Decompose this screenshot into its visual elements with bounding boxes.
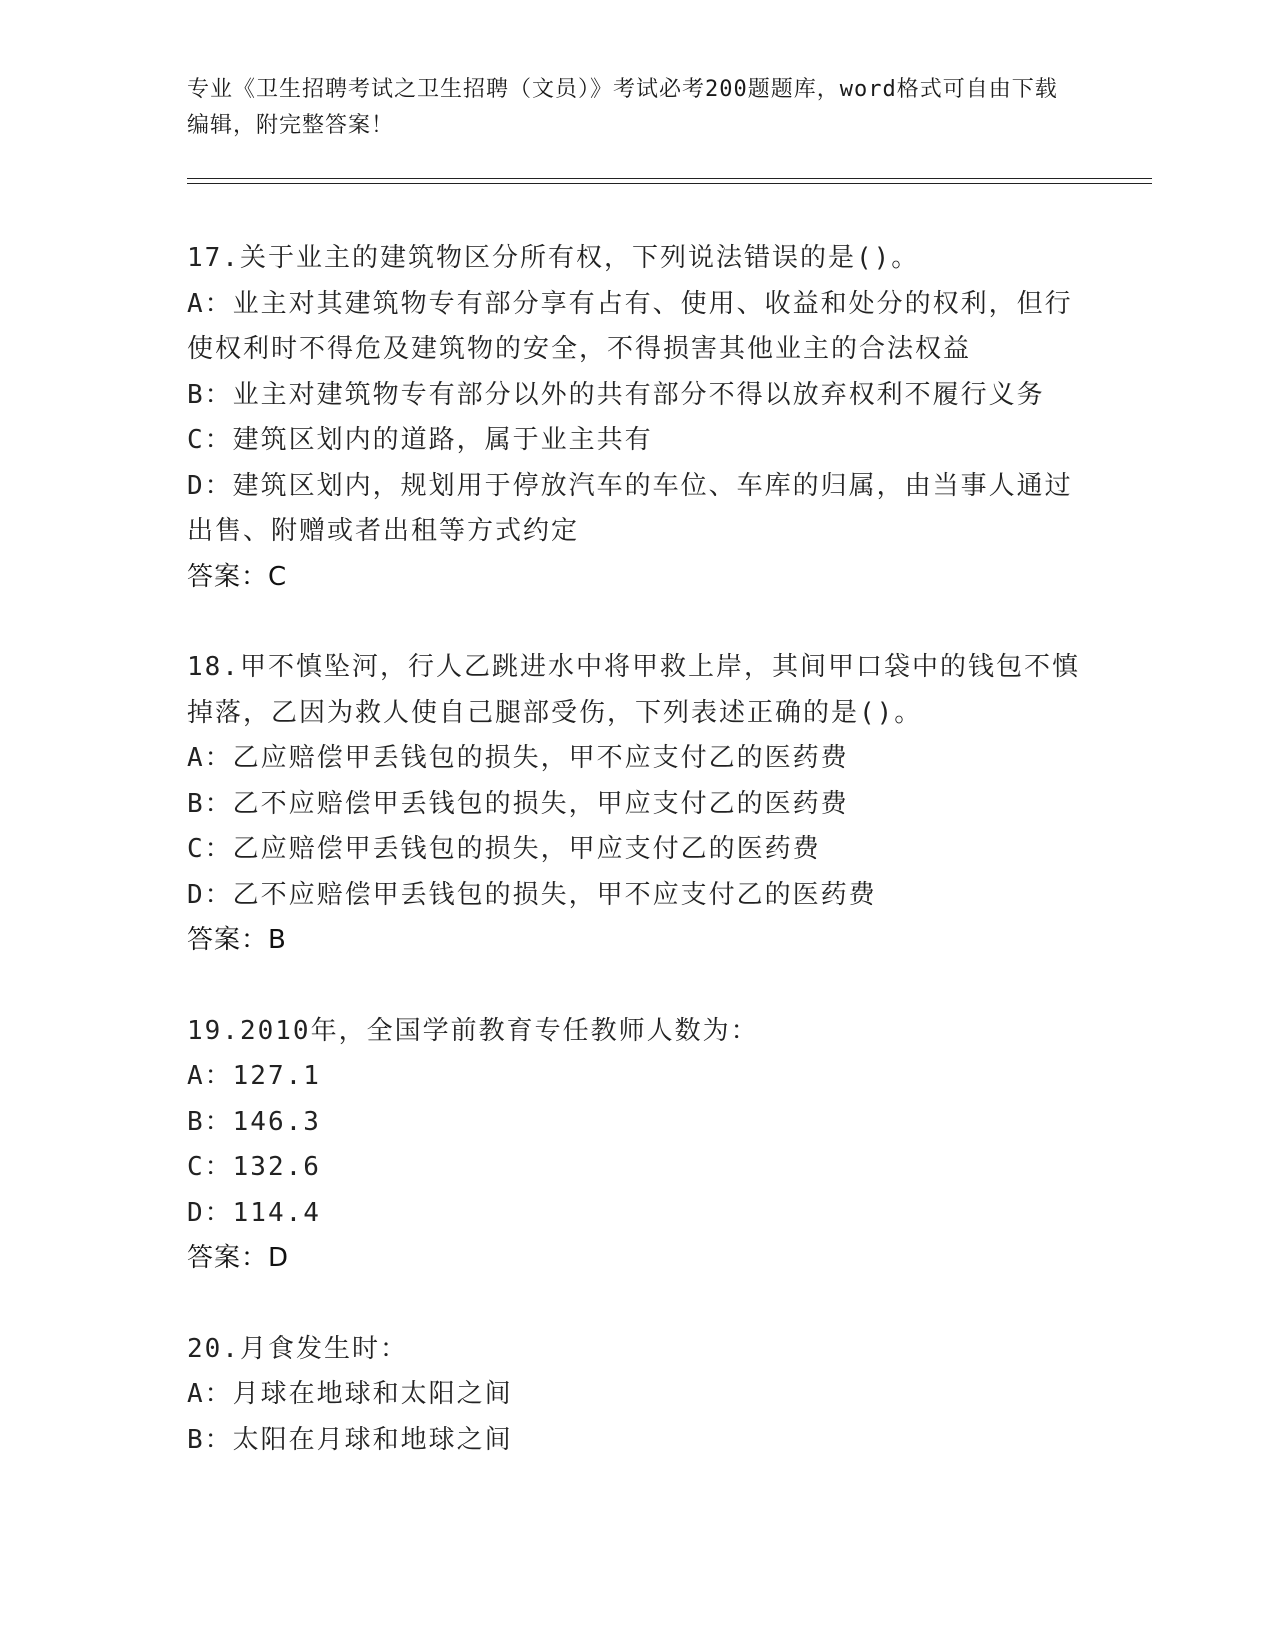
option-d: D：建筑区划内，规划用于停放汽车的车位、车库的归属，由当事人通过出售、附赠或者出租等方式约定	[187, 470, 1073, 546]
question-17	[187, 236, 1087, 600]
answer: 答案：D	[187, 1243, 290, 1273]
header-divider-bottom	[187, 183, 1152, 184]
option-a: A：127.1	[187, 1061, 321, 1091]
option-c: C：建筑区划内的道路，属于业主共有	[187, 425, 653, 455]
option-b: B：业主对建筑物专有部分以外的共有部分不得以放弃权利不履行义务	[187, 379, 1045, 410]
option-a: A：业主对其建筑物专有部分享有占有、使用、收益和处分的权利，但行使权利时不得危及建筑物的安全，不得损害其他业主的合法权益	[187, 288, 1073, 364]
answer: 答案：B	[187, 925, 287, 955]
option-d: D：114.4	[187, 1197, 321, 1228]
option-b: B：146.3	[187, 1106, 321, 1137]
option-b: B：乙不应赔偿甲丢钱包的损失，甲应支付乙的医药费	[187, 788, 849, 819]
option-c: C：乙应赔偿甲丢钱包的损失，甲应支付乙的医药费	[187, 834, 821, 864]
question-18	[187, 645, 1087, 964]
question-stem: 20.月食发生时：	[187, 1333, 408, 1364]
header-divider-top	[187, 178, 1152, 179]
option-d: D：乙不应赔偿甲丢钱包的损失，甲不应支付乙的医药费	[187, 879, 877, 910]
option-a: A：乙应赔偿甲丢钱包的损失，甲不应支付乙的医药费	[187, 743, 849, 773]
document-header: 专业《卫生招聘考试之卫生招聘（文员）》考试必考200题题库，word格式可自由下载编辑，附完整答案！	[187, 77, 1058, 138]
option-c: C：132.6	[187, 1152, 321, 1182]
option-a: A：月球在地球和太阳之间	[187, 1379, 513, 1409]
option-b: B：太阳在月球和地球之间	[187, 1424, 513, 1455]
question-20	[187, 1327, 1087, 1464]
question-stem: 19.2010年，全国学前教育专任教师人数为：	[187, 1015, 759, 1046]
question-stem: 18.甲不慎坠河，行人乙跳进水中将甲救上岸，其间甲口袋中的钱包不慎掉落，乙因为救人使自己腿部受伤，下列表述正确的是()。	[187, 652, 1080, 728]
question-stem: 17.关于业主的建筑物区分所有权，下列说法错误的是()。	[187, 243, 920, 273]
answer: 答案：C	[187, 561, 288, 592]
question-19	[187, 1009, 1087, 1282]
question-list	[187, 236, 1087, 1508]
